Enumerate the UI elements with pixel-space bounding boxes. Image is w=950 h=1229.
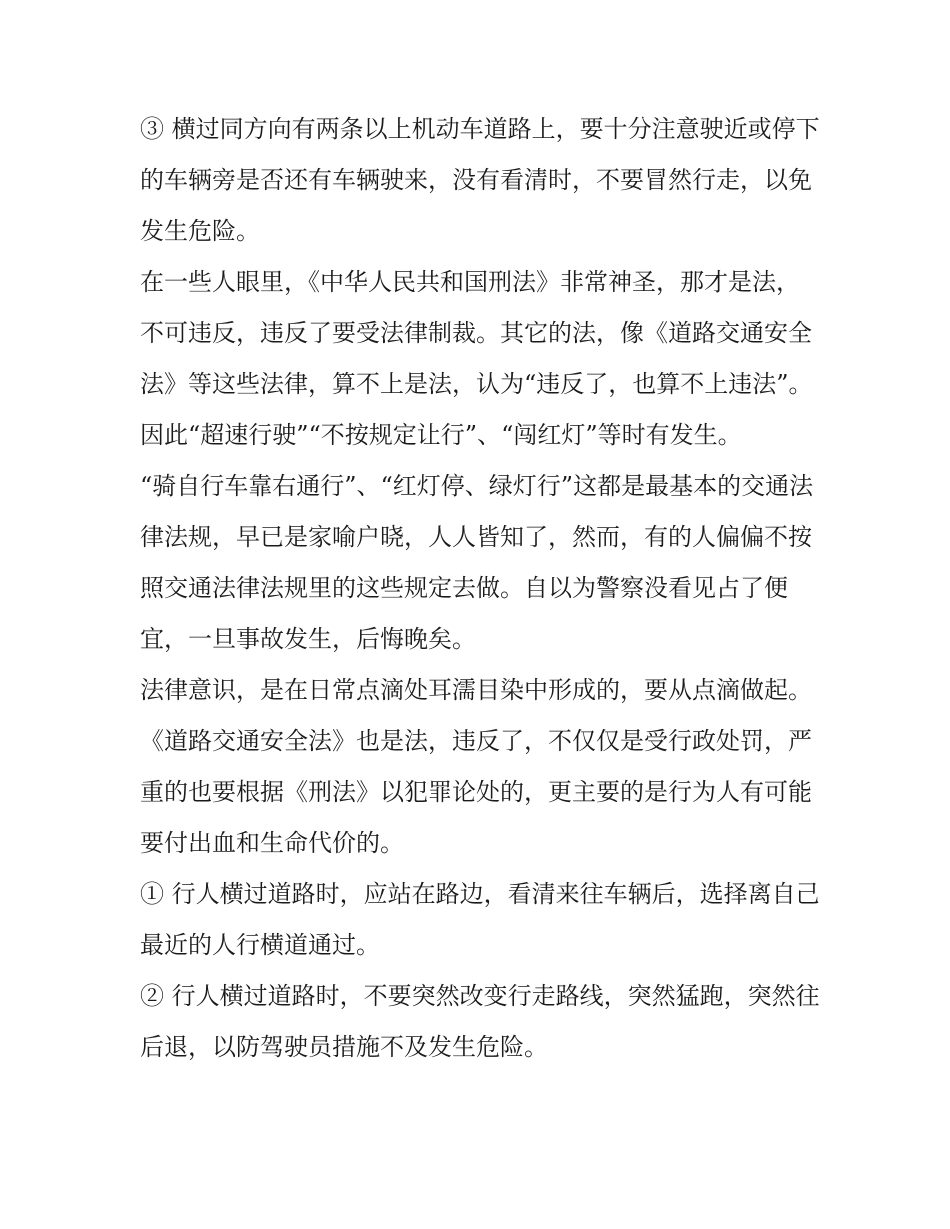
paragraph-basic-traffic-rules: “骑自行车靠右通行”、“红灯停、绿灯行”这都是最基本的交通法律法规，早已是家喻户晓，人人皆知了，然而，有的人偏偏不按照交通法律法规里的这些规定去做。自以为警察没看见占了便宜，一旦事故发生，后悔晚矣。 xyxy=(140,472,814,653)
paragraph-legal-awareness: 法律意识，是在日常点滴处耳濡目染中形成的，要从点滴做起。《道路交通安全法》也是法，违反了，不仅仅是受行政处罚，严重的也要根据《刑法》以犯罪论处的，更主要的是行为人有可能要付出血和生命代价的。 xyxy=(140,676,812,857)
paragraph-rule-2-sudden-change: ② 行人横过道路时，不要突然改变行走路线，突然猛跑，突然往后退，以防驾驶员措施不及发生危险。 xyxy=(140,982,820,1061)
document-body xyxy=(140,104,820,1073)
paragraph-crossing-multilane: ③ 横过同方向有两条以上机动车道路上，要十分注意驶近或停下的车辆旁是否还有车辆驶来，没有看清时，不要冒然行走，以免发生危险。 xyxy=(140,115,820,245)
paragraph-rule-1-crosswalk: ① 行人横过道路时，应站在路边，看清来往车辆后，选择离自己最近的人行横道通过。 xyxy=(140,880,820,959)
paragraph-criminal-law-view: 在一些人眼里，《中华人民共和国刑法》非常神圣，那才是法，不可违反，违反了要受法律制裁。其它的法，像《道路交通安全法》等这些法律，算不上是法，认为“违反了，也算不上违法”。因此“超速行驶”“不按规定让行”、“闯红灯”等时有发生。 xyxy=(140,268,813,449)
